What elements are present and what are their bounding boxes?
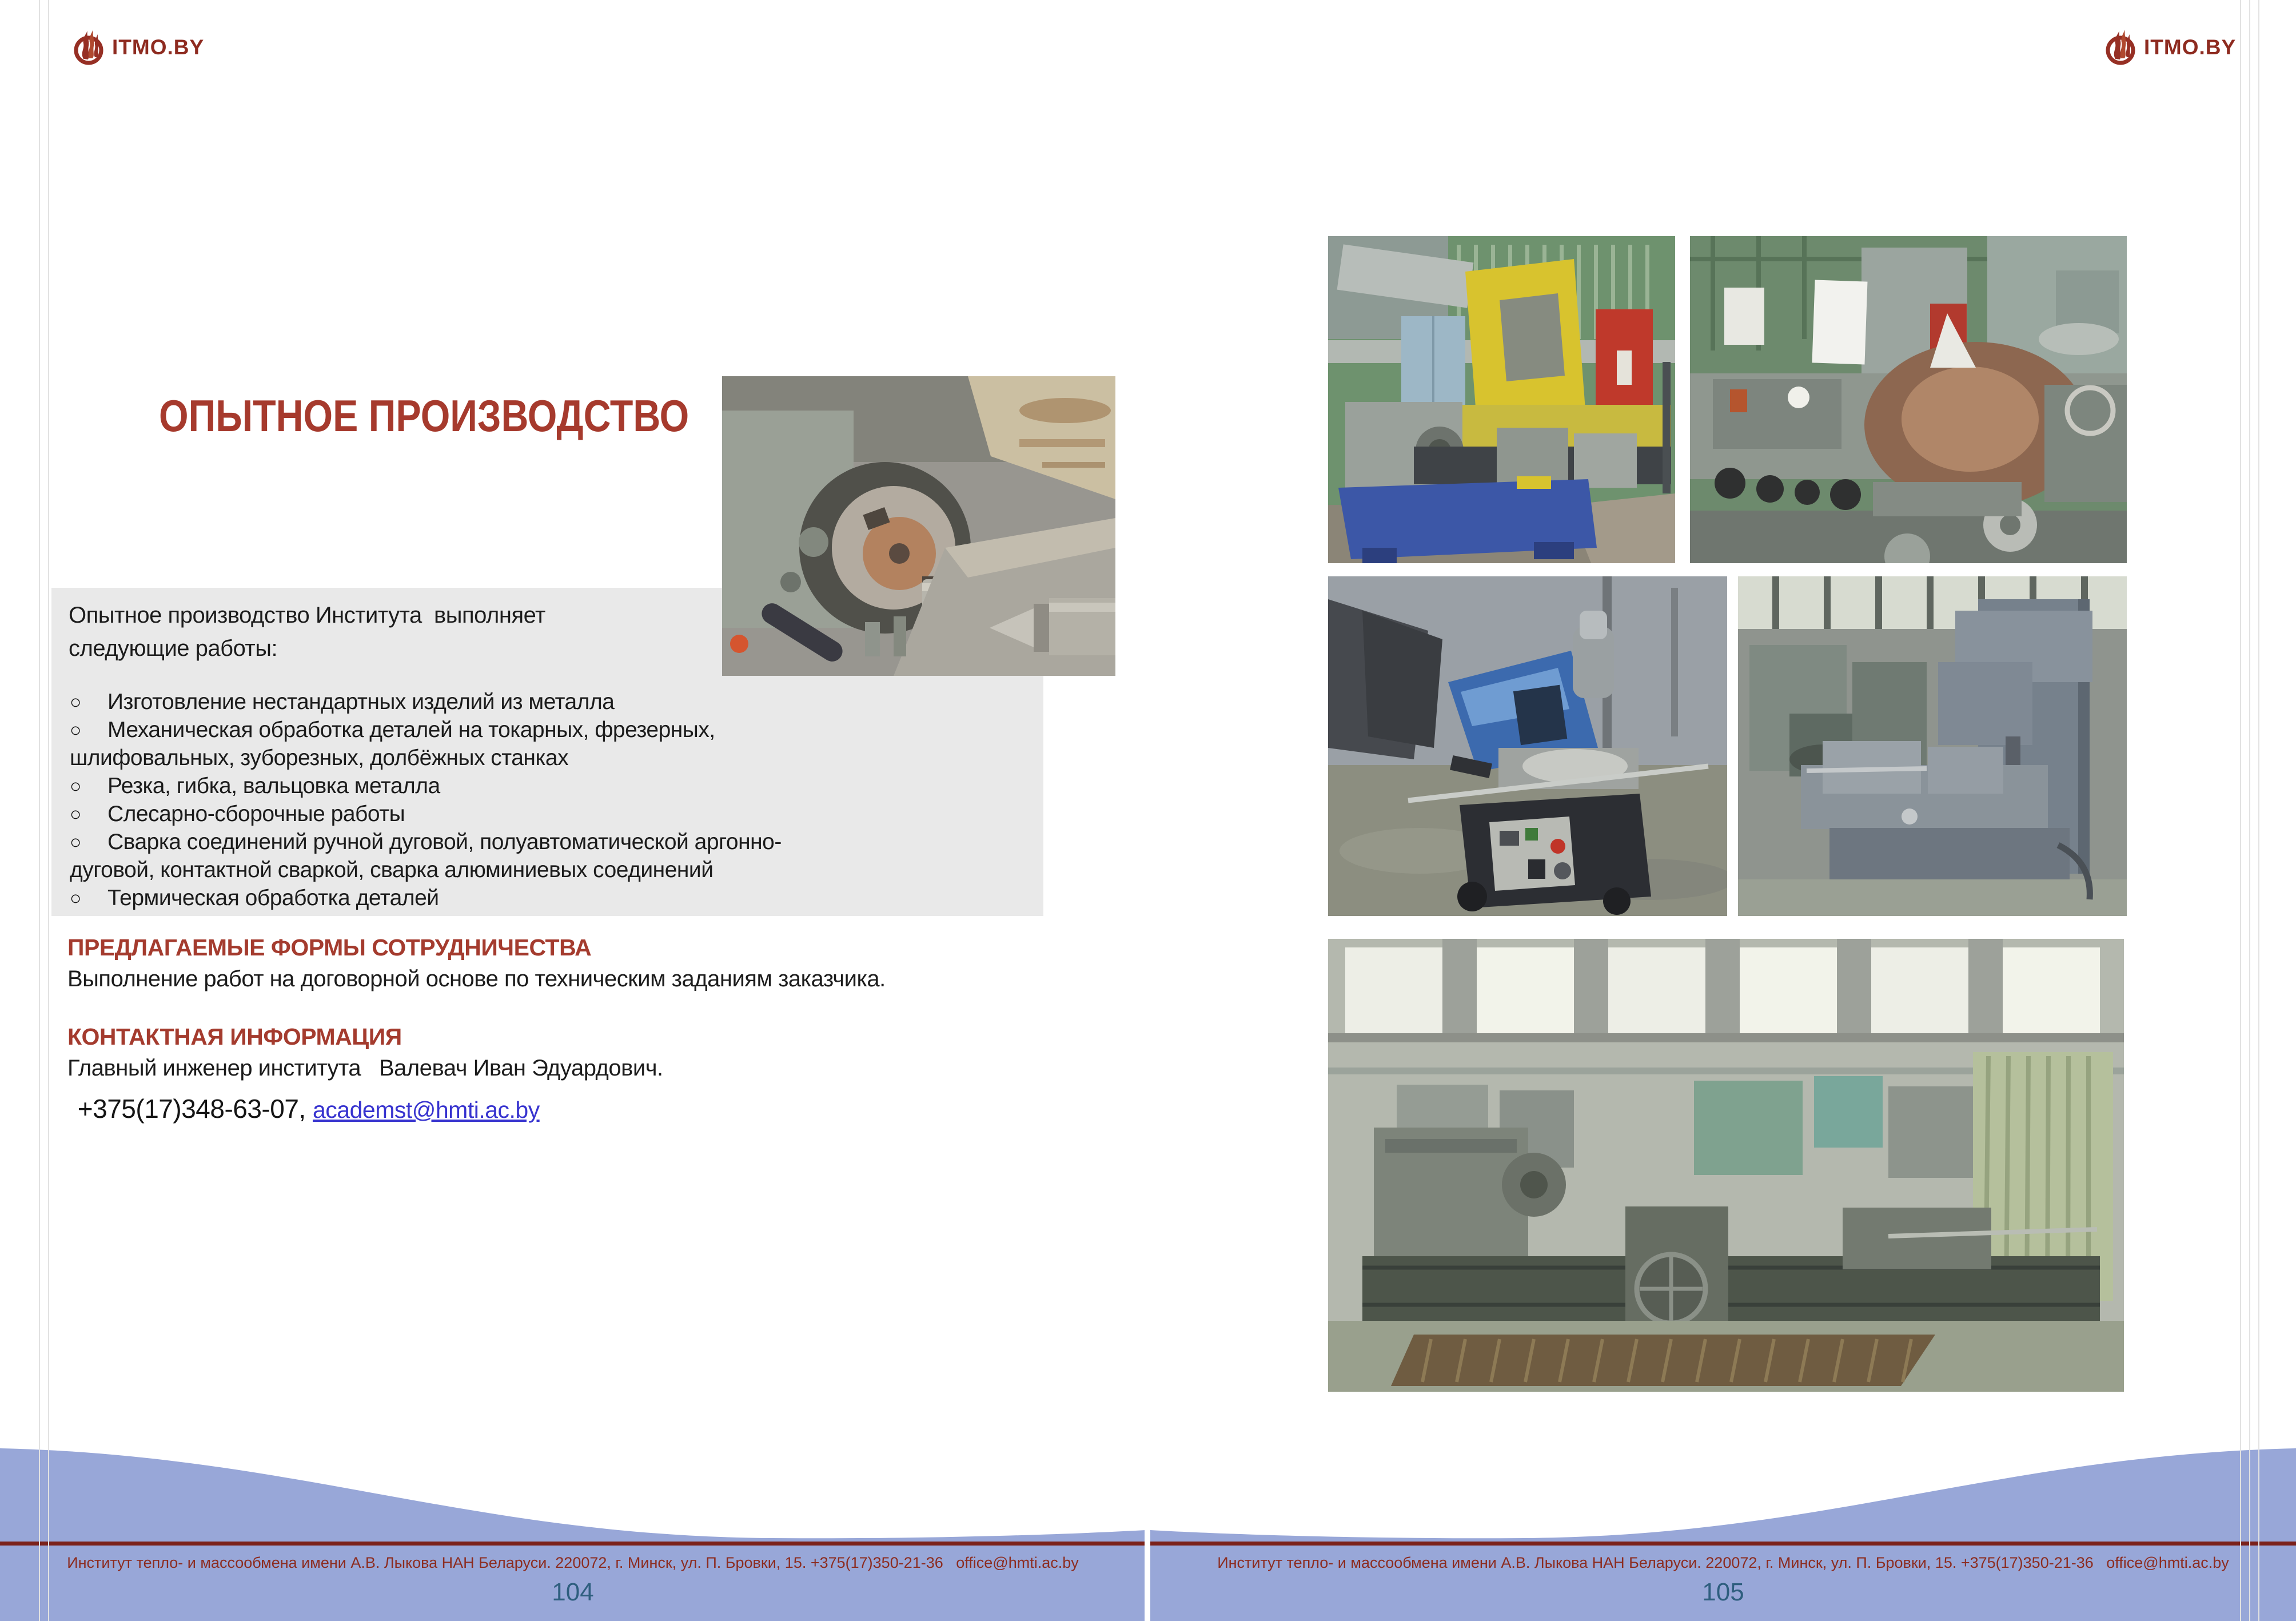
list-item-text: шлифовальных, зуборезных, долбёжных станках (70, 746, 569, 770)
intro-line: следующие работы: (69, 636, 278, 661)
footer-institute-line: Институт тепло- и массообмена имени А.В. Лыкова НАН Беларуси. 220072, г. Минск, ул. П. Бровки, 15. +375(17)350-21-36 office@hmti.ac.by (67, 1554, 1079, 1571)
footer-rule (0, 1542, 1146, 1546)
bullet-icon: ○ (70, 803, 82, 825)
page-number: 104 (552, 1578, 594, 1606)
list-item-text: Слесарно-сборочные работы (107, 802, 405, 826)
footer-rule (1150, 1542, 2296, 1546)
photo-workshop-long-lathe (1328, 939, 2124, 1392)
list-item (70, 690, 614, 715)
list-item (70, 774, 440, 799)
list-item (70, 886, 439, 911)
intro-line: Опытное производство Института выполняет (69, 603, 545, 628)
photo-slotting-machine (1738, 576, 2127, 916)
itmo-logo-text: ITMO.BY (2144, 35, 2237, 59)
bullet-icon: ○ (70, 887, 82, 909)
list-item-text: Изготовление нестандартных изделий из металла (107, 690, 615, 714)
page-edge-line (48, 0, 49, 1621)
cooperation-heading: ПРЕДЛАГАЕМЫЕ ФОРМЫ СОТРУДНИЧЕСТВА (67, 934, 592, 961)
contact-email-link[interactable]: academst@hmti.ac.by (312, 1097, 540, 1123)
list-item (70, 802, 405, 827)
page-title: ОПЫТНОЕ ПРОИЗВОДСТВО (159, 391, 689, 441)
list-item (70, 830, 782, 855)
page-number: 105 (1702, 1578, 1744, 1606)
list-item-text: Термическая обработка деталей (107, 886, 439, 910)
list-item-continuation (70, 746, 568, 771)
page-edge-line (2240, 0, 2241, 1621)
contact-phone: +375(17)348-63-07, (77, 1094, 306, 1124)
list-item (70, 718, 715, 743)
list-item-text: Сварка соединений ручной дуговой, полуавтоматической аргонно- (107, 830, 782, 854)
list-item-text: дуговой, контактной сваркой, сварка алюминиевых соединений (70, 858, 713, 882)
contact-person: Главный инженер института Валевач Иван Эдуардович. (67, 1056, 663, 1081)
itmo-logo-text: ITMO.BY (112, 35, 205, 59)
bullet-icon: ○ (70, 831, 82, 853)
page-edge-line (2258, 0, 2259, 1621)
bullet-icon: ○ (70, 719, 82, 741)
photo-bandsaw (1328, 576, 1727, 916)
photo-lathe-large (1690, 236, 2127, 563)
itmo-logo-flame-icon (2104, 27, 2137, 65)
page-seam (1145, 1427, 1150, 1621)
bullet-icon: ○ (70, 775, 82, 797)
page-edge-line (2249, 0, 2250, 1621)
cooperation-text: Выполнение работ на договорной основе по техническим заданиям заказчика. (67, 966, 886, 991)
itmo-logo-flame-icon (72, 27, 105, 65)
footer-institute-line: Институт тепло- и массообмена имени А.В. Лыкова НАН Беларуси. 220072, г. Минск, ул. П. Бровки, 15. +375(17)350-21-36 office@hmti.ac.by (1217, 1554, 2229, 1571)
photo-lathe-closeup (722, 376, 1115, 676)
list-item-continuation (70, 858, 713, 883)
photo-lathe-blue (1328, 236, 1675, 563)
bullet-icon: ○ (70, 691, 82, 713)
list-item-text: Резка, гибка, вальцовка металла (107, 774, 440, 798)
contact-heading: КОНТАКТНАЯ ИНФОРМАЦИЯ (67, 1023, 402, 1050)
page-edge-line (39, 0, 40, 1621)
list-item-text: Механическая обработка деталей на токарных, фрезерных, (107, 718, 715, 742)
